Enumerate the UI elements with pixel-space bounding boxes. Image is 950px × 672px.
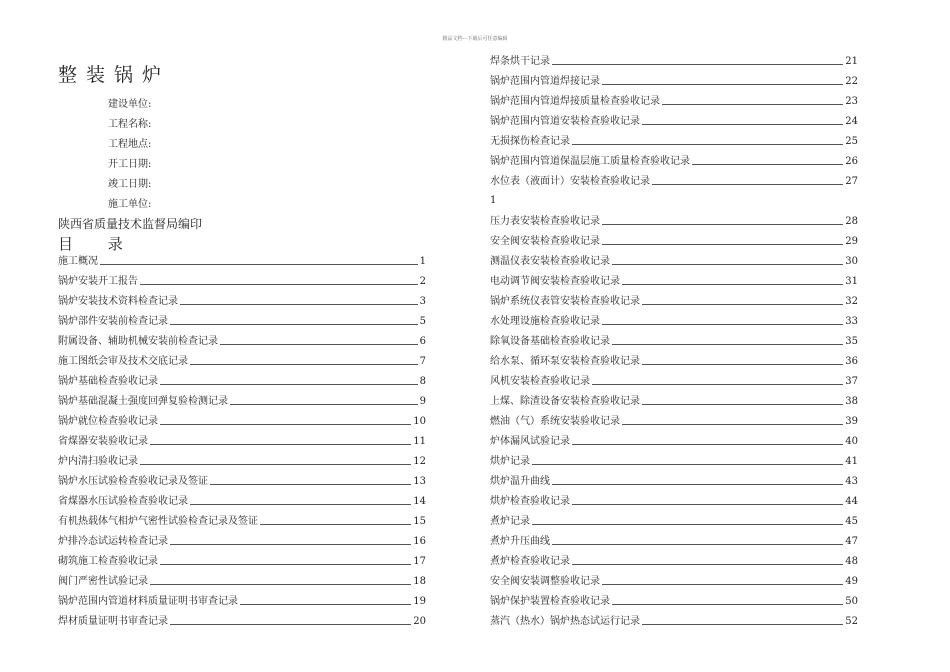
toc-entry-page: 30 [845,256,858,267]
toc-entry[interactable] [58,613,426,627]
toc-entry-title: 除氧设备基础检查验收记录 [490,336,610,347]
toc-entry[interactable] [58,413,426,427]
toc-entry-title: 煮炉检查验收记录 [490,556,570,567]
toc-leader-line [150,584,411,585]
toc-entry-title: 燃油（气）系统安装验收记录 [490,416,620,427]
toc-entry[interactable] [490,113,858,127]
toc-entry-title: 烘炉检查验收记录 [490,496,570,507]
toc-entry[interactable] [58,293,426,307]
toc-leader-line [552,484,843,485]
toc-entry-page: 18 [413,576,426,587]
toc-entry-title: 水位表（液面计）安装检查验收记录 [490,176,650,187]
toc-leader-line [140,284,418,285]
toc-entry-title: 锅炉部件安装前检查记录 [58,316,168,327]
document-title: 整装锅炉 [58,64,171,86]
toc-entry-title: 煮炉升压曲线 [490,536,550,547]
toc-entry[interactable] [58,533,426,547]
toc-entry-title: 施工图纸会审及技术交底记录 [58,356,188,367]
toc-leader-line [572,444,843,445]
toc-entry-title: 安全阀安装检查验收记录 [490,236,600,247]
toc-entry-page: 47 [845,536,858,547]
toc-entry-page: 14 [413,496,426,507]
toc-leader-line [602,584,843,585]
toc-entry[interactable] [490,333,858,347]
toc-entry-page: 16 [413,536,426,547]
toc-entry-title: 风机安装检查验收记录 [490,376,590,387]
toc-entry[interactable] [490,553,858,567]
toc-leader-line [572,504,843,505]
toc-entry[interactable] [490,213,858,227]
toc-entry[interactable] [490,233,858,247]
toc-entry[interactable] [58,553,426,567]
toc-leader-line [612,344,843,345]
toc-entry-page: 23 [845,96,858,107]
toc-leader-line [662,104,843,105]
toc-entry-page: 2 [419,276,426,287]
toc-leader-line [612,264,843,265]
toc-entry-page: 28 [845,216,858,227]
toc-entry-page: 6 [419,336,426,347]
project-field: 工程名称: [108,119,152,130]
toc-entry[interactable] [490,433,858,447]
toc-entry[interactable] [58,593,426,607]
toc-entry[interactable] [490,173,858,187]
toc-entry[interactable] [58,273,426,287]
toc-entry[interactable] [490,573,858,587]
toc-leader-line [572,564,843,565]
toc-leader-line [170,324,418,325]
toc-entry[interactable] [490,253,858,267]
toc-entry[interactable] [490,533,858,547]
toc-leader-line [160,564,411,565]
toc-leader-line [602,84,843,85]
toc-leader-line [622,424,843,425]
toc-entry-page: 10 [413,416,426,427]
toc-entry[interactable] [490,53,858,67]
toc-entry-title: 烘炉温升曲线 [490,476,550,487]
toc-leader-line [552,544,843,545]
toc-entry-title: 电动调节阀安装检查验收记录 [490,276,620,287]
toc-entry-page: 15 [413,516,426,527]
toc-entry-title: 蒸汽（热水）锅炉热态试运行记录 [490,616,640,627]
toc-entry-page: 44 [845,496,858,507]
toc-entry-title: 安全阀安装调整验收记录 [490,576,600,587]
toc-entry-title: 锅炉水压试验检查验收记录及签证 [58,476,208,487]
toc-leader-line [602,244,843,245]
toc-entry-title: 水处理设施检查验收记录 [490,316,600,327]
toc-entry[interactable] [58,373,426,387]
toc-leader-line [612,604,843,605]
toc-entry[interactable] [58,353,426,367]
toc-entry-page: 22 [845,76,858,87]
toc-leader-line [180,304,418,305]
toc-entry[interactable] [490,133,858,147]
toc-entry[interactable] [58,473,426,487]
toc-entry-page: 43 [845,476,858,487]
toc-entry-page: 13 [413,476,426,487]
toc-entry-page: 24 [845,116,858,127]
toc-entry[interactable] [490,313,858,327]
toc-entry-page: 52 [845,616,858,627]
toc-entry-page: 35 [845,336,858,347]
toc-entry-page: 37 [845,376,858,387]
toc-leader-line [572,144,843,145]
toc-entry-title: 锅炉基础混凝土强度回弹复验检测记录 [58,396,228,407]
toc-entry-title: 烘炉记录 [490,456,530,467]
toc-leader-line [692,164,843,165]
toc-entry[interactable] [490,393,858,407]
toc-entry[interactable] [490,273,858,287]
page-marker: 1 [490,195,497,206]
toc-entry-title: 锅炉范围内管道焊接质量检查验收记录 [490,96,660,107]
toc-leader-line [652,184,843,185]
toc-entry-page: 50 [845,596,858,607]
toc-leader-line [100,264,418,265]
toc-leader-line [210,484,411,485]
toc-entry-page: 21 [845,56,858,67]
toc-leader-line [642,364,843,365]
toc-entry-title: 煮炉记录 [490,516,530,527]
toc-leader-line [622,284,843,285]
toc-entry-page: 40 [845,436,858,447]
toc-leader-line [140,464,411,465]
toc-entry-page: 48 [845,556,858,567]
toc-entry[interactable] [58,433,426,447]
toc-leader-line [642,304,843,305]
toc-entry[interactable] [490,73,858,87]
toc-entry[interactable] [58,513,426,527]
toc-entry-title: 锅炉基础检查验收记录 [58,376,158,387]
toc-entry[interactable] [490,373,858,387]
toc-entry-page: 11 [413,436,426,447]
toc-entry-title: 无损探伤检查记录 [490,136,570,147]
toc-entry-page: 41 [845,456,858,467]
toc-entry[interactable] [490,593,858,607]
toc-entry-page: 29 [845,236,858,247]
toc-entry-page: 20 [413,616,426,627]
toc-entry[interactable] [58,453,426,467]
toc-title: 目 录 [58,235,123,253]
toc-entry-title: 锅炉系统仪表管安装检查验收记录 [490,296,640,307]
toc-entry-title: 炉体漏风试验记录 [490,436,570,447]
toc-leader-line [170,624,411,625]
toc-entry-page: 26 [845,156,858,167]
toc-entry[interactable] [58,253,426,267]
toc-entry[interactable] [58,573,426,587]
toc-entry-title: 测温仪表安装检查验收记录 [490,256,610,267]
toc-leader-line [170,544,411,545]
toc-entry-page: 25 [845,136,858,147]
toc-entry-title: 焊条烘干记录 [490,56,550,67]
toc-entry-page: 8 [419,376,426,387]
toc-entry[interactable] [490,353,858,367]
toc-entry-page: 38 [845,396,858,407]
toc-leader-line [532,464,843,465]
toc-leader-line [642,404,843,405]
toc-entry-page: 49 [845,576,858,587]
toc-entry-title: 锅炉安装技术资料检查记录 [58,296,178,307]
toc-entry[interactable] [490,473,858,487]
toc-entry[interactable] [58,313,426,327]
toc-entry-title: 施工概况 [58,256,98,267]
project-field: 竣工日期: [108,179,152,190]
toc-entry-page: 9 [419,396,426,407]
toc-entry-title: 省煤器水压试验检查验收记录 [58,496,188,507]
toc-entry[interactable] [490,453,858,467]
project-field: 施工单位: [108,199,152,210]
toc-entry-page: 7 [419,356,426,367]
toc-entry-title: 焊材质量证明书审查记录 [58,616,168,627]
toc-entry-page: 39 [845,416,858,427]
toc-entry-title: 省煤器安装验收记录 [58,436,148,447]
toc-leader-line [642,624,843,625]
toc-entry-page: 12 [413,456,426,467]
toc-entry-page: 36 [845,356,858,367]
toc-entry-title: 阀门严密性试验记录 [58,576,148,587]
toc-entry-title: 锅炉范围内管道焊接记录 [490,76,600,87]
toc-entry[interactable] [58,493,426,507]
toc-entry-title: 压力表安装检查验收记录 [490,216,600,227]
toc-entry[interactable] [490,513,858,527]
toc-leader-line [240,604,411,605]
toc-entry[interactable] [490,613,858,627]
toc-entry-title: 给水泵、循环泵安装检查验收记录 [490,356,640,367]
toc-entry-page: 19 [413,596,426,607]
toc-entry-title: 炉内清扫验收记录 [58,456,138,467]
toc-entry-title: 砌筑施工检查验收记录 [58,556,158,567]
toc-leader-line [260,524,411,525]
toc-entry-page: 27 [845,176,858,187]
toc-leader-line [190,364,418,365]
toc-entry-title: 锅炉安装开工报告 [58,276,138,287]
toc-entry-title: 锅炉范围内管道材料质量证明书审查记录 [58,596,238,607]
toc-leader-line [160,384,418,385]
toc-entry-title: 锅炉保护装置检查验收记录 [490,596,610,607]
toc-entry-title: 炉排冷态试运转检查记录 [58,536,168,547]
toc-entry-page: 32 [845,296,858,307]
project-field: 工程地点: [108,139,152,150]
publisher: 陕西省质量技术监督局编印 [58,217,203,231]
toc-entry-title: 锅炉范围内管道安装检查验收记录 [490,116,640,127]
toc-entry-page: 45 [845,516,858,527]
toc-entry-page: 1 [419,256,426,267]
toc-leader-line [230,404,418,405]
toc-leader-line [592,384,843,385]
toc-entry-title: 有机热载体气相炉气密性试验检查记录及签证 [58,516,258,527]
toc-entry[interactable] [58,333,426,347]
toc-entry[interactable] [58,393,426,407]
toc-entry-title: 附属设备、辅助机械安装前检查记录 [58,336,218,347]
toc-entry-page: 33 [845,316,858,327]
toc-leader-line [220,344,418,345]
toc-entry[interactable] [490,493,858,507]
toc-leader-line [602,324,843,325]
toc-leader-line [150,444,411,445]
toc-leader-line [552,64,843,65]
toc-entry-title: 上煤、除渣设备安装检查验收记录 [490,396,640,407]
toc-entry[interactable] [490,93,858,107]
toc-leader-line [602,224,843,225]
project-field: 建设单位: [108,99,152,110]
toc-entry[interactable] [490,413,858,427]
toc-entry-page: 3 [419,296,426,307]
toc-leader-line [642,124,843,125]
toc-leader-line [532,524,843,525]
toc-entry-title: 锅炉范围内管道保温层施工质量检查验收记录 [490,156,690,167]
toc-entry-title: 锅炉就位检查验收记录 [58,416,158,427]
header-note: 精品文档---下载后可任意编辑 [442,36,508,42]
project-field: 开工日期: [108,159,152,170]
toc-entry[interactable] [490,153,858,167]
toc-entry-page: 31 [845,276,858,287]
toc-leader-line [190,504,411,505]
toc-leader-line [160,424,411,425]
toc-entry-page: 5 [419,316,426,327]
toc-entry[interactable] [490,293,858,307]
toc-entry-page: 17 [413,556,426,567]
